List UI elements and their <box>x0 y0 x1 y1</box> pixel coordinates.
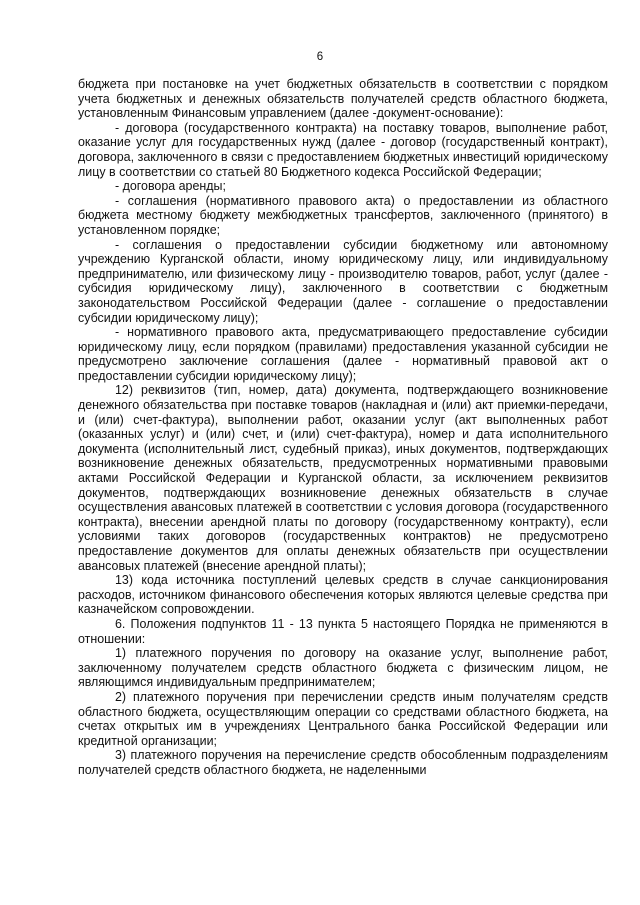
paragraph-subitem-2: 2) платежного поручения при перечислении средств иным получателям средств областного бюджета, осуществляющим операции со средствами областного бюджета, на счетах открытых им в учреждениях Центрального банка Российской Федерации или кредитной организации; <box>78 689 608 748</box>
document-body <box>78 77 608 778</box>
paragraph-contract-item: - договора (государственного контракта) на поставку товаров, выполнение работ, оказание услуг для государственных нужд (далее - договор (государственный контракт), договора, заключенного в связи с предоставлением бюджетных инвестиций юридическому лицу в соответствии со статьей 80 Бюджетного кодекса Российской Федерации; <box>78 120 608 179</box>
paragraph-subitem-3: 3) платежного поручения на перечисление средств обособленным подразделениям получателей средств областного бюджета, не наделенными <box>78 748 608 777</box>
paragraph-section-6: 6. Положения подпунктов 11 - 13 пункта 5 настоящего Порядка не применяются в отношении: <box>78 616 608 646</box>
paragraph-lease-item: - договора аренды; <box>115 179 226 194</box>
paragraph-item-13: 13) кода источника поступлений целевых средств в случае санкционирования расходов, источником финансового обеспечения которых являются целевые средства при казначейском сопровождении. <box>78 573 608 617</box>
paragraph-subsidy-agreement-item: - соглашения о предоставлении субсидии бюджетному или автономному учреждению Курганской области, иному юридическому лицу, или индивидуальному предпринимателю, или физическому лицу - производителю товаров, работ, услуг (далее - субсидия юридическому лицу), заключенного в соответствии с бюджетным законодательством Российской Федерации (далее - соглашение о предоставлении субсидии юридическому лицу); <box>78 237 608 325</box>
paragraph-continuation: бюджета при постановке на учет бюджетных обязательств в соответствии с порядком учета бюджетных и денежных обязательств получателей средств областного бюджета, установленным Финансовым управлением (далее -документ-основание): <box>78 77 608 121</box>
paragraph-transfer-agreement-item: - соглашения (нормативного правового акта) о предоставлении из областного бюджета местному бюджету межбюджетных трансфертов, заключенного (принятого) в установленном порядке; <box>78 193 608 237</box>
paragraph-regulatory-act-item: - нормативного правового акта, предусматривающего предоставление субсидии юридическому лицу, если порядком (правилами) предоставления указанной субсидии не предусмотрено заключение соглашения (далее - нормативный правовой акт о предоставлении субсидии юридическому лицу); <box>78 325 608 383</box>
page-number: 6 <box>316 51 324 63</box>
paragraph-item-12: 12) реквизитов (тип, номер, дата) документа, подтверждающего возникновение денежного обязательства при поставке товаров (накладная и (или) акт приемки-передачи, и (или) счет-фактура), выполнении работ, оказании услуг (акт выполненных работ (оказанных услуг) и (или) счет, и (или) счет-фактура), номер и дата исполнительного документа (исполнительный лист, судебный приказ), иных документов, подтверждающих возникновение денежных обязательств, предусмотренных нормативными правовыми актами Российской Федерации и Курганской области, за исключением реквизитов документов, подтверждающих возникновение денежных обязательств в случае осуществления авансовых платежей в соответствии с условия договора (государственного контракта), внесении арендной платы по договору (государственному контракту), если условиями таких договоров (государственных контрактов) не предусмотрено предоставление документов для оплаты денежных обязательств при осуществлении авансовых платежей (внесение арендной платы); <box>78 383 608 573</box>
paragraph-subitem-1: 1) платежного поручения по договору на оказание услуг, выполнение работ, заключенному получателем средств областного бюджета с физическим лицом, не являющимся индивидуальным предпринимателем; <box>78 646 608 690</box>
